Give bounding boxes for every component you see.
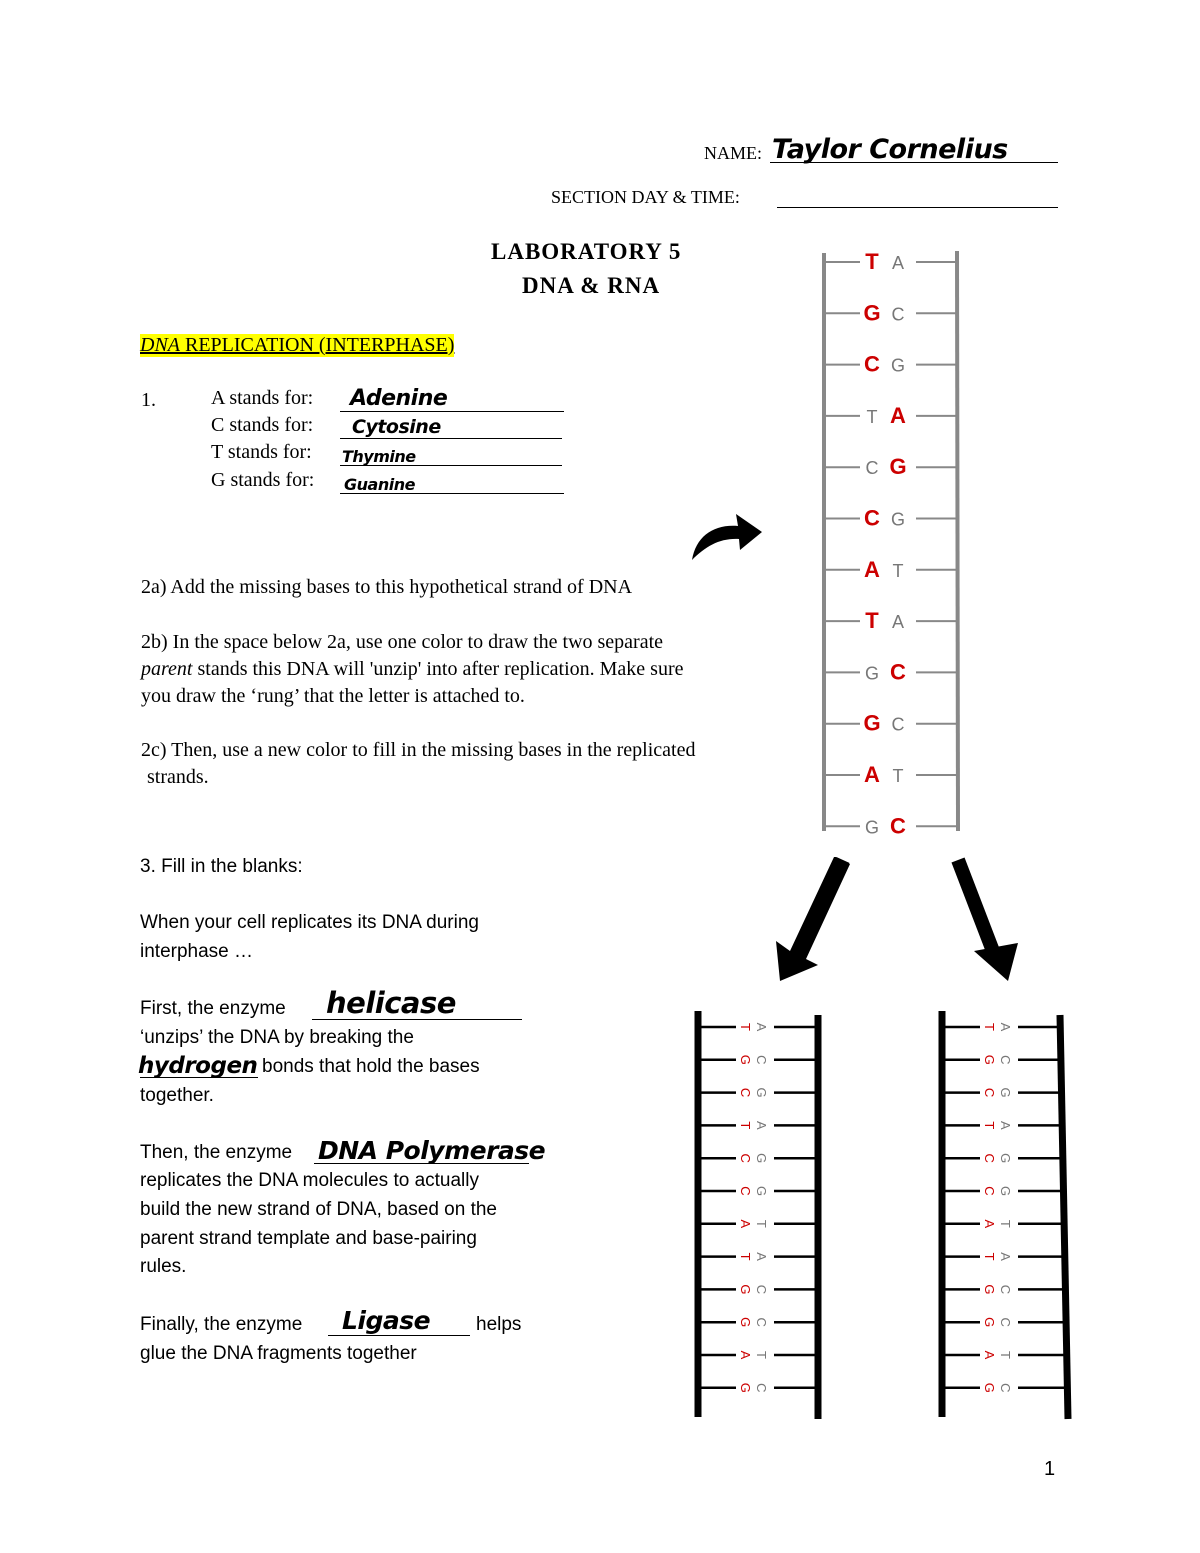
ladder-rung: [942, 1351, 1067, 1360]
q3-first-pre: First, the enzyme: [140, 998, 286, 1019]
q2b-line3: you draw the ‘rung’ that the letter is attached to.: [141, 685, 525, 707]
ladder-rung: [942, 1153, 1063, 1163]
ladder-main-rung: [824, 659, 957, 684]
base-letter: A: [754, 1121, 769, 1130]
base-letter: A: [998, 1252, 1013, 1261]
base-letter: C: [998, 1383, 1013, 1393]
q3-first-line2: ‘unzips’ the DNA by breaking the: [140, 1027, 414, 1048]
dna-ladder-replicated-right: [930, 1005, 1080, 1425]
base-letter: C: [890, 659, 906, 685]
ladder-rung: [942, 1284, 1065, 1294]
base-letter: T: [754, 1351, 769, 1359]
base-letter: A: [738, 1350, 753, 1360]
base-letter: T: [998, 1351, 1013, 1359]
q3-first-line3: bonds that hold the bases: [262, 1056, 480, 1077]
base-letter: A: [754, 1252, 769, 1261]
base-letter: G: [754, 1185, 769, 1197]
base-letter: A: [998, 1022, 1013, 1032]
base-letter: C: [864, 505, 880, 531]
ladder-main-rung: [824, 300, 957, 325]
ladder-rung: [698, 1252, 818, 1261]
section-heading: [140, 334, 454, 357]
ladder-rung: [698, 1153, 818, 1163]
base-letter: C: [754, 1284, 769, 1295]
q3-then-line5: rules.: [140, 1256, 187, 1277]
name-label: NAME:: [704, 143, 762, 163]
q1-answer-a[interactable]: Adenine: [350, 386, 448, 411]
q1-answer-g[interactable]: Guanine: [344, 475, 415, 494]
q2b-line2-rest: stands this DNA will 'unzip' into after replication. Make sure: [192, 658, 684, 680]
ladder-rung: [698, 1383, 818, 1393]
page-subtitle: DNA & RNA: [522, 273, 661, 298]
q3-heading: 3. Fill in the blanks:: [140, 856, 303, 877]
q3-finally-underline: [328, 1335, 470, 1336]
dna-ladder-replicated-left: [686, 1005, 828, 1425]
base-letter: A: [864, 762, 880, 787]
ladder-main-rung: [824, 403, 957, 428]
base-letter: A: [891, 253, 905, 273]
q3-first-underline2: [140, 1077, 258, 1078]
base-letter: G: [863, 710, 881, 736]
base-letter: C: [738, 1186, 753, 1196]
ladder-rung: [698, 1351, 818, 1360]
base-letter: T: [998, 1219, 1013, 1228]
ladder-rung: [698, 1186, 818, 1196]
base-letter: G: [864, 663, 880, 684]
base-letter: C: [864, 351, 880, 377]
ladder-main-rung: [824, 557, 957, 582]
base-letter: A: [982, 1219, 997, 1229]
base-letter: C: [754, 1055, 769, 1065]
base-letter: T: [982, 1121, 997, 1130]
ladder-rung: [698, 1284, 818, 1294]
base-letter: C: [754, 1383, 769, 1393]
q3-finally-pre: Finally, the enzyme: [140, 1314, 303, 1335]
q3-finally-answer[interactable]: Ligase: [342, 1306, 431, 1335]
base-letter: T: [982, 1252, 997, 1261]
base-letter: G: [998, 1185, 1013, 1197]
q1-number: 1.: [141, 389, 156, 411]
q3-then-line3: build the new strand of DNA, based on the: [140, 1199, 498, 1220]
ladder-rung: [698, 1088, 818, 1098]
q2b-line2: [141, 658, 683, 681]
section-day-time-label: SECTION DAY & TIME:: [551, 187, 740, 207]
base-letter: T: [982, 1023, 997, 1031]
ladder-rung: [698, 1317, 818, 1327]
q2b-line1: 2b) In the space below 2a, use one color to draw the two separate: [141, 631, 664, 653]
ladder-main-rung: [824, 813, 957, 835]
dna-ladder-main: [812, 245, 968, 835]
q1-answer-c[interactable]: Cytosine: [352, 416, 441, 438]
ladder-rung: [942, 1383, 1067, 1393]
page-title: LABORATORY 5: [491, 239, 682, 264]
base-letter: G: [998, 1087, 1013, 1098]
base-letter: A: [998, 1121, 1013, 1130]
base-letter: C: [998, 1284, 1013, 1295]
base-letter: T: [738, 1121, 753, 1130]
ladder-right-rail: [1060, 1015, 1068, 1419]
base-letter: G: [864, 817, 880, 835]
q3-finally-line2: glue the DNA fragments together: [140, 1343, 417, 1364]
base-letter: T: [754, 1219, 769, 1228]
q1-underline-a: [340, 411, 564, 412]
base-letter: C: [754, 1317, 769, 1327]
base-letter: C: [982, 1153, 997, 1163]
q3-then-pre: Then, the enzyme: [140, 1142, 293, 1163]
base-letter: T: [865, 608, 879, 634]
ladder-rung: [942, 1121, 1062, 1130]
q3-then-line2: replicates the DNA molecules to actually: [140, 1170, 479, 1191]
q3-then-answer[interactable]: DNA Polymerase: [318, 1136, 546, 1165]
ladder-rung: [698, 1219, 818, 1228]
base-letter: G: [754, 1087, 769, 1098]
ladder-main-rung: [824, 711, 957, 736]
ladder-main-rung: [824, 506, 957, 531]
base-letter: G: [890, 355, 906, 376]
ladder-rung: [942, 1055, 1061, 1065]
base-letter: G: [738, 1382, 753, 1393]
ladder-rung: [942, 1317, 1066, 1327]
base-letter: T: [892, 560, 904, 581]
ladder-main-rung: [824, 454, 957, 479]
arrow-down-right-icon: [944, 855, 1026, 985]
q3-intro-line1: When your cell replicates its DNA during: [140, 912, 479, 933]
base-letter: A: [864, 556, 880, 582]
ladder-main-rung: [824, 762, 957, 787]
base-letter: G: [889, 454, 907, 480]
base-letter: C: [890, 813, 906, 835]
base-letter: G: [890, 509, 906, 530]
q3-first-answer[interactable]: helicase: [326, 986, 456, 1020]
base-letter: C: [738, 1153, 753, 1163]
q2b-italic-parent: parent: [141, 658, 193, 680]
base-letter: C: [891, 714, 905, 735]
q3-first-line4: together.: [140, 1085, 214, 1106]
section-heading-rest: REPLICATION (INTERPHASE): [185, 334, 455, 356]
base-letter: G: [738, 1284, 753, 1295]
ladder-rung: [698, 1023, 818, 1032]
ladder-main-rung: [824, 249, 957, 274]
base-letter: A: [890, 402, 906, 428]
q1-label-g: G stands for:: [211, 469, 315, 491]
ladder-rung: [942, 1023, 1060, 1032]
curved-arrow-icon: [686, 502, 766, 564]
base-letter: G: [982, 1284, 997, 1295]
q2c-line1: 2c) Then, use a new color to fill in the missing bases in the replicated: [141, 739, 696, 761]
base-letter: T: [738, 1023, 753, 1031]
q2c-line2: strands.: [147, 766, 209, 788]
base-letter: T: [892, 766, 904, 786]
q3-first-answer2[interactable]: hydrogen: [138, 1053, 258, 1079]
ladder-rung: [942, 1088, 1062, 1098]
base-letter: G: [754, 1153, 769, 1164]
ladder-main-rung: [824, 608, 957, 633]
q3-finally-post: helps: [476, 1314, 522, 1335]
ladder-main-rung: [824, 352, 957, 377]
arrow-down-left-icon: [770, 855, 852, 985]
base-letter: C: [998, 1317, 1013, 1327]
ladder-rung: [942, 1252, 1065, 1261]
q1-underline-c: [340, 438, 562, 439]
base-letter: C: [982, 1186, 997, 1196]
base-letter: A: [982, 1350, 997, 1360]
base-letter: G: [738, 1317, 753, 1328]
base-letter: A: [754, 1022, 769, 1032]
base-letter: G: [863, 300, 881, 326]
base-letter: C: [891, 304, 905, 325]
base-letter: G: [738, 1054, 753, 1065]
q2a-text: 2a) Add the missing bases to this hypothetical strand of DNA: [141, 576, 633, 598]
page-number: 1: [1044, 1458, 1056, 1480]
base-letter: G: [982, 1054, 997, 1065]
section-heading-italic: DNA: [140, 334, 180, 356]
base-letter: C: [998, 1055, 1013, 1065]
base-letter: A: [891, 612, 905, 633]
q1-label-a: A stands for:: [211, 387, 314, 409]
base-letter: G: [982, 1317, 997, 1328]
ladder-rung: [942, 1186, 1064, 1196]
q1-label-c: C stands for:: [211, 414, 314, 436]
base-letter: G: [998, 1153, 1013, 1164]
base-letter: T: [865, 249, 879, 274]
base-letter: T: [866, 406, 878, 427]
base-letter: C: [982, 1087, 997, 1098]
ladder-rung: [698, 1055, 818, 1065]
base-letter: T: [738, 1252, 753, 1261]
q1-answer-t[interactable]: Thymine: [342, 447, 416, 466]
base-letter: C: [738, 1087, 753, 1098]
base-letter: G: [982, 1382, 997, 1393]
base-letter: C: [865, 458, 879, 479]
name-value[interactable]: Taylor Cornelius: [772, 134, 1008, 165]
ladder-rung: [942, 1219, 1064, 1228]
ladder-main-right-rail: [957, 251, 958, 831]
ladder-rung: [698, 1121, 818, 1130]
q3-then-line4: parent strand template and base-pairing: [140, 1228, 477, 1249]
q3-intro-line2: interphase …: [140, 941, 254, 962]
q1-label-t: T stands for:: [211, 441, 312, 463]
section-day-time-underline[interactable]: [777, 207, 1058, 208]
base-letter: A: [738, 1219, 753, 1229]
